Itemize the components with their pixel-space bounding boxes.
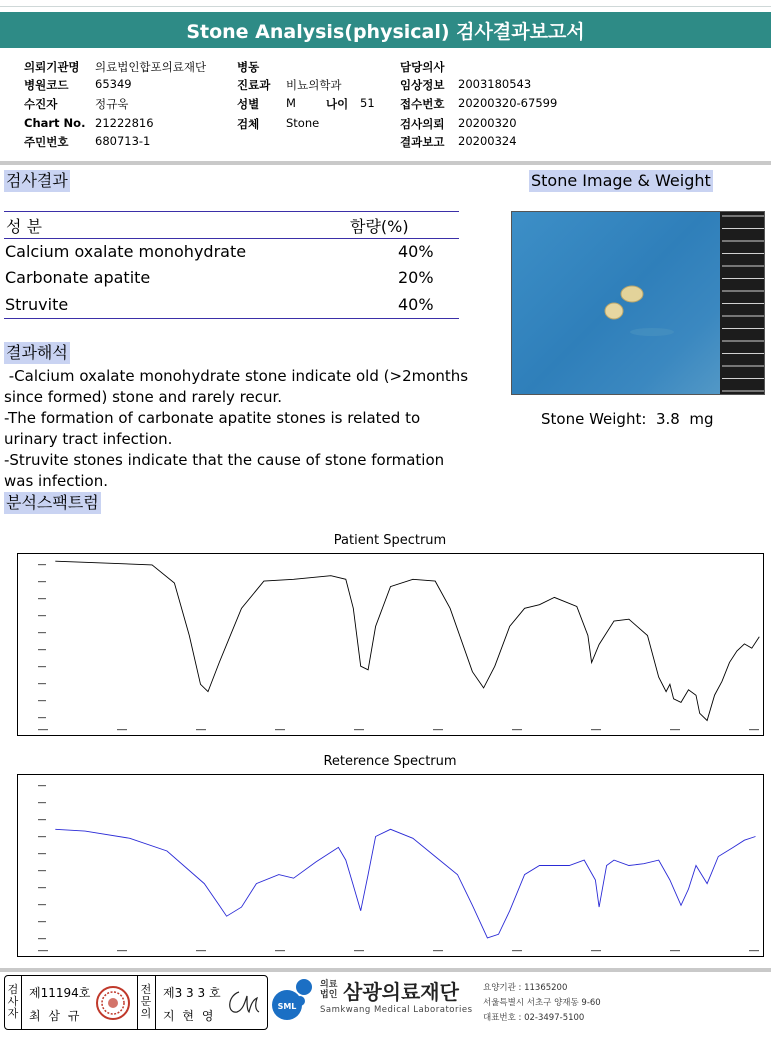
info-value: 비뇨의학과	[286, 78, 342, 92]
reference-spectrum-plot	[17, 774, 764, 957]
reference-spectrum-graphic	[18, 775, 763, 956]
contact-line: 대표번호 : 02-3497-5100	[483, 1013, 585, 1023]
reference-spectrum-line	[55, 829, 755, 938]
info-label: 담당의사	[400, 60, 445, 74]
inspector-license-no: 제11194호	[29, 986, 91, 1000]
patient-spectrum-title: Patient Spectrum	[333, 533, 447, 548]
vertical-char: 전	[140, 983, 152, 996]
signature-box	[4, 975, 268, 1030]
info-value: Stone	[286, 116, 320, 130]
table-row-name: Calcium oxalate monohydrate	[5, 242, 247, 261]
interp-line: -Calcium oxalate monohydrate stone indicate old (>2months	[4, 367, 469, 385]
info-value: 정규욱	[95, 97, 129, 111]
info-label: 진료과	[237, 78, 271, 92]
seal-icon	[94, 984, 132, 1022]
info-label: 결과보고	[400, 135, 445, 149]
header-divider	[0, 161, 771, 165]
patient-spectrum-line	[55, 561, 759, 720]
org-name: 삼광의료재단	[343, 980, 459, 1004]
interp-line: since formed) stone and rarely recur.	[4, 388, 283, 406]
inspector-name: 최 삼 규	[29, 1009, 82, 1023]
info-label: 주민번호	[24, 135, 69, 149]
info-label: 병원코드	[24, 78, 69, 92]
info-label: 접수번호	[400, 97, 445, 111]
interp-line: -The formation of carbonate apatite stones is related to	[4, 409, 421, 427]
spectrum-heading: 분석스팩트럼	[6, 493, 99, 512]
info-value: 20200324	[458, 134, 517, 148]
report-title: Stone Analysis(physical) 검사결과보고서	[0, 12, 771, 48]
image-heading: Stone Image & Weight	[531, 171, 711, 190]
info-value: 20200320-67599	[458, 96, 558, 110]
table-row-pct: 40%	[398, 242, 434, 261]
info-label: 병동	[237, 60, 260, 74]
info-value: 20200320	[458, 116, 517, 130]
table-bottom-rule	[4, 318, 459, 319]
signature-icon	[223, 986, 263, 1020]
info-label: 수진자	[24, 97, 58, 111]
info-label: 검사의뢰	[400, 117, 445, 131]
vertical-char: 의	[140, 1007, 152, 1020]
interp-line: -Struvite stones indicate that the cause of stone formation	[4, 451, 445, 469]
vertical-char: 문	[140, 995, 152, 1008]
interp-text	[4, 366, 504, 492]
specialist-license-no: 제3 3 3 호	[163, 986, 221, 1000]
interp-line: was infection.	[4, 472, 108, 490]
logo-text: SML	[277, 1002, 297, 1011]
table-row-name: Carbonate apatite	[5, 268, 151, 287]
info-label: 의뢰기관명	[24, 60, 80, 74]
info-value: 65349	[95, 77, 132, 91]
info-label: 성별	[237, 97, 260, 111]
info-value: 21222816	[95, 116, 154, 130]
info-label: Chart No.	[24, 116, 86, 130]
vertical-char: 자	[7, 1007, 19, 1020]
table-header-rule	[4, 238, 459, 239]
info-value: M	[286, 96, 296, 110]
weight-label: Stone Weight:	[541, 410, 647, 428]
table-row-pct: 40%	[398, 295, 434, 314]
contact-line: 서울특별시 서초구 양재동 9-60	[483, 998, 601, 1008]
stone-photo	[511, 211, 765, 395]
org-prefix-bottom: 법인	[320, 990, 338, 1000]
reference-spectrum-title: Reterence Spectrum	[323, 754, 457, 769]
contact-line: 요양기관 : 11365200	[483, 983, 568, 993]
patient-info	[0, 0, 771, 160]
info-value: 의료법인합포의료재단	[95, 60, 207, 74]
specialist-vertical-label	[139, 984, 153, 1020]
info-value: 2003180543	[458, 77, 532, 91]
weight-value: 3.8	[655, 410, 680, 428]
org-english-name: Samkwang Medical Laboratories	[320, 1005, 473, 1015]
patient-spectrum-graphic	[18, 554, 763, 735]
specialist-name: 지 현 영	[163, 1009, 216, 1023]
vertical-char: 사	[7, 995, 19, 1008]
result-heading: 검사결과	[6, 171, 68, 190]
org-prefix	[320, 980, 337, 1000]
org-prefix-top: 의료	[320, 980, 338, 990]
inspector-vertical-label	[6, 984, 20, 1020]
table-row-name: Struvite	[5, 295, 69, 314]
table-top-rule	[4, 211, 459, 212]
interp-line: urinary tract infection.	[4, 430, 173, 448]
vertical-char: 검	[7, 983, 19, 996]
table-header-component: 성 분	[6, 217, 42, 236]
info-value: 680713-1	[95, 134, 151, 148]
table-header-amount: 함량(%)	[350, 217, 409, 236]
sml-logo-icon	[270, 975, 316, 1027]
stone-photo-graphic	[512, 212, 764, 394]
weight-unit: mg	[689, 410, 714, 428]
age-value: 51	[360, 96, 375, 110]
footer-divider	[0, 968, 771, 972]
age-label: 나이	[326, 97, 349, 111]
stone-weight	[541, 410, 714, 428]
interp-heading: 결과해석	[6, 343, 68, 362]
table-row-pct: 20%	[398, 268, 434, 287]
patient-spectrum-plot	[17, 553, 764, 736]
org-contact	[483, 981, 601, 1026]
info-label: 임상정보	[400, 78, 445, 92]
info-label: 검체	[237, 117, 260, 131]
